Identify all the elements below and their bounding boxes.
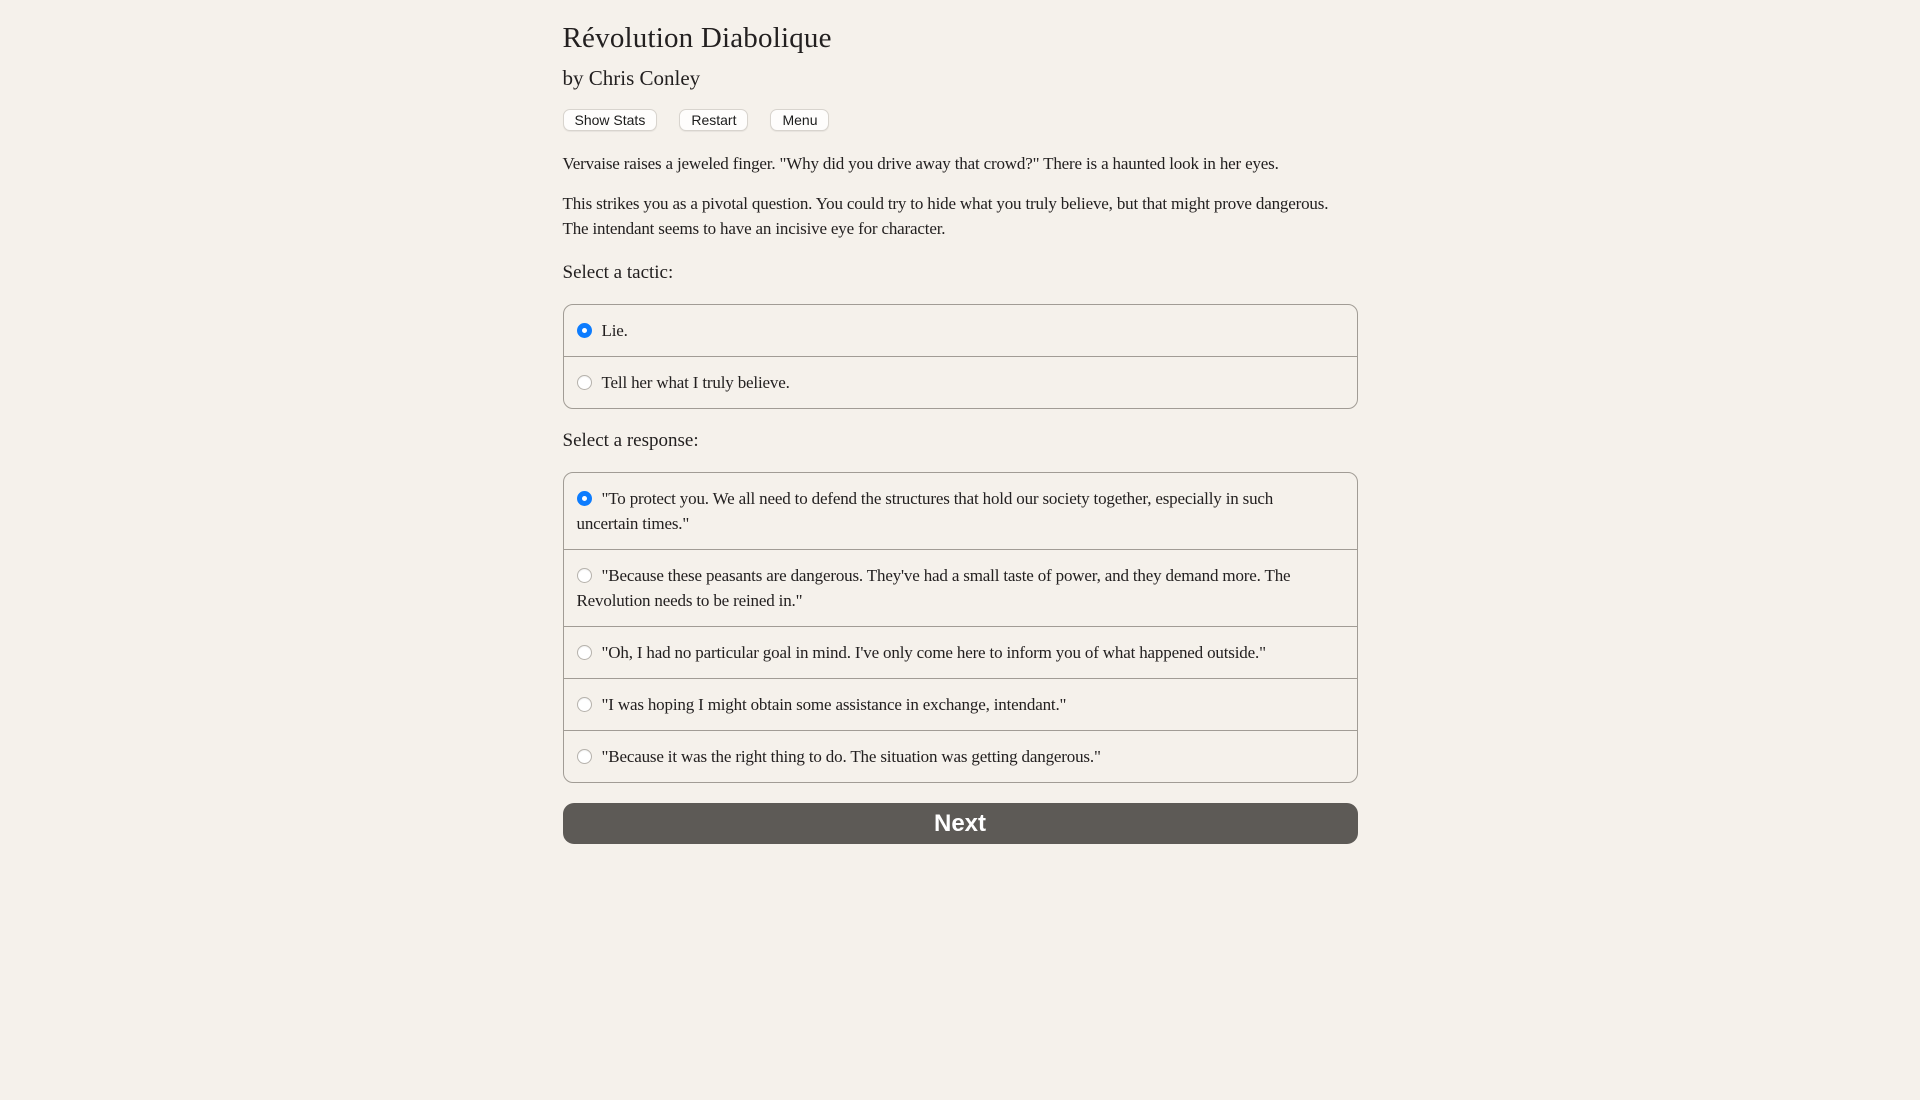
- radio-button-icon[interactable]: [577, 697, 592, 712]
- choice-option[interactable]: [564, 356, 1357, 408]
- story-paragraph: This strikes you as a pivotal question. You could try to hide what you truly believe, but that might prove dangerous. The intendant seems to have an incisive eye for character.: [562, 194, 1329, 239]
- choice-option[interactable]: [564, 678, 1357, 730]
- toolbar: [563, 109, 1358, 131]
- option-label: "Because these peasants are dangerous. They've had a small taste of power, and they demand more. The Revolution needs to be reined in.": [576, 566, 1291, 611]
- choice-option[interactable]: [564, 473, 1357, 549]
- next-button[interactable]: Next: [563, 803, 1358, 844]
- choice-option[interactable]: [564, 626, 1357, 678]
- radio-button-icon[interactable]: [577, 568, 592, 583]
- option-label: "Oh, I had no particular goal in mind. I've only come here to inform you of what happened outside.": [601, 643, 1266, 663]
- tactic-choice-group: [563, 304, 1358, 409]
- response-choice-group: [563, 472, 1358, 783]
- radio-button-icon[interactable]: [577, 749, 592, 764]
- response-group-label: Select a response:: [562, 430, 699, 452]
- choice-option[interactable]: [564, 305, 1357, 356]
- option-label: Lie.: [601, 321, 628, 341]
- game-content: [563, 20, 1358, 844]
- show-stats-button[interactable]: Show Stats: [563, 109, 658, 131]
- option-label: "To protect you. We all need to defend the structures that hold our society together, especially in such uncertain times.": [576, 489, 1274, 534]
- game-title: Révolution Diabolique: [562, 22, 832, 54]
- radio-button-icon[interactable]: [577, 645, 592, 660]
- choice-option[interactable]: [564, 549, 1357, 626]
- option-label: Tell her what I truly believe.: [601, 373, 790, 393]
- menu-button[interactable]: Menu: [770, 109, 829, 131]
- radio-button-icon[interactable]: [577, 375, 592, 390]
- choice-option[interactable]: [564, 730, 1357, 782]
- radio-button-icon[interactable]: [577, 491, 592, 506]
- radio-button-icon[interactable]: [577, 323, 592, 338]
- restart-button[interactable]: Restart: [679, 109, 748, 131]
- option-label: "I was hoping I might obtain some assistance in exchange, intendant.": [601, 695, 1067, 715]
- game-author: by Chris Conley: [562, 66, 701, 91]
- option-label: "Because it was the right thing to do. The situation was getting dangerous.": [601, 747, 1101, 767]
- tactic-group-label: Select a tactic:: [562, 262, 674, 284]
- story-paragraph: Vervaise raises a jeweled finger. "Why did you drive away that crowd?" There is a haunted look in her eyes.: [562, 154, 1279, 174]
